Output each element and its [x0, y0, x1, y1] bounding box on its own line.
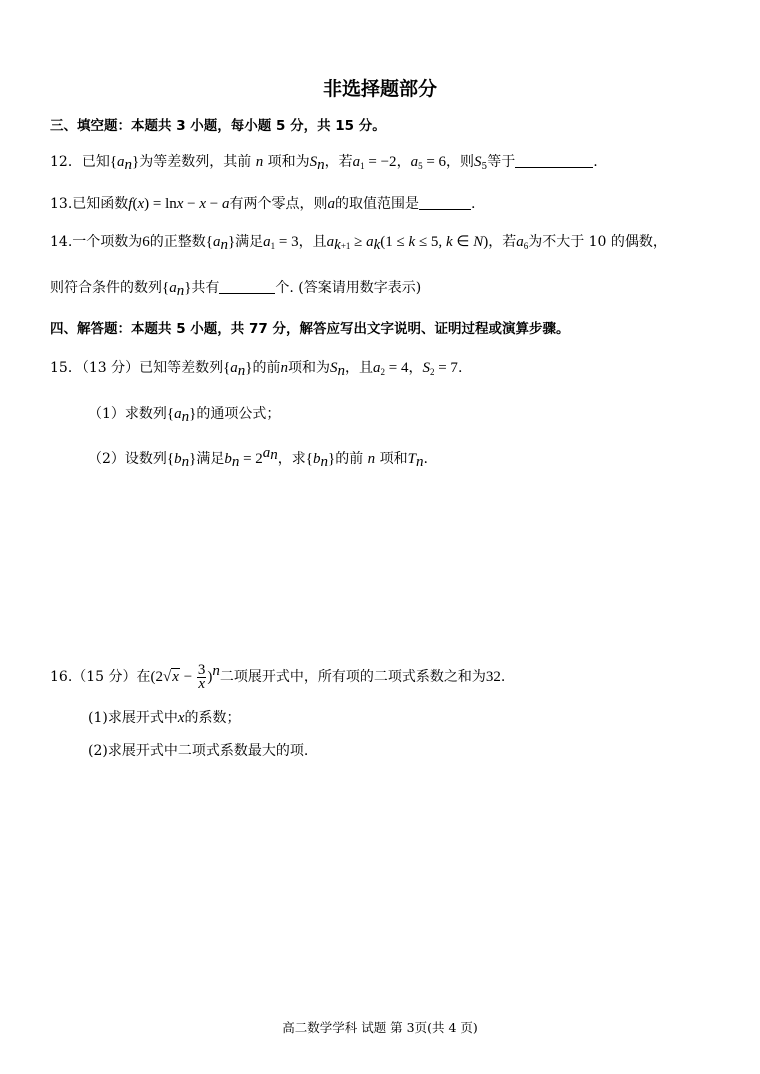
score: （13 分） [81, 360, 140, 376]
formula: S [309, 154, 318, 170]
formula: $\{a_n\}$ [162, 280, 192, 299]
formula: $\{b_n\}$ [166, 451, 197, 470]
formula: $a_1 = 3$ [263, 234, 299, 251]
question-16: 16.（15 分）在(2√x − $\frac{3}{x}$ )$^n$二项展开式中，所有项的二项式系数之和为32. [50, 662, 506, 693]
question-13: 13.已知函数f(x) = lnx − x − a有两个零点，则a的取值范围是 . [50, 196, 476, 212]
answer-blank [219, 279, 275, 294]
formula: f(x) = lnx − x − a [128, 196, 230, 212]
formula: $\{a_n\}$ [166, 406, 197, 425]
question-15-part-2: （2）设数列$\{b_n\}$满足$b_n = 2^{a_n}$，求$\{b_n\}$的前 n 项和$T_n$. [88, 445, 428, 470]
formula: S [474, 154, 482, 170]
section-fill-in-heading: 三、填空题：本题共 3 小题，每小题 5 分，共 15 分。 [50, 118, 386, 134]
question-number: 14. [50, 234, 73, 250]
score: （15 分） [72, 669, 137, 685]
question-15-part-1: （1）求数列$\{a_n\}$的通项公式； [88, 406, 281, 425]
question-14: 14.一个项数为6的正整数$\{a_n\}$满足$a_1 = 3$，且$a_{k+1} \ge a_k(1 \le k \le 5$, k ∈ N)，若$a_6$为不大于 10 的偶数， [50, 234, 667, 253]
formula: $a_1 = -2$ [352, 154, 397, 171]
page-footer: 高二数学学科 试题 第 3页(共 4 页) [282, 1020, 478, 1035]
question-16-part-2: (2)求展开式中二项式系数最大的项. [88, 743, 309, 759]
page-title: 非选择题部分 [322, 78, 437, 100]
formula: $\{b_n\}$ [305, 451, 336, 470]
formula: $S_2 = 7$ [422, 360, 458, 377]
question-16-part-1: (1)求展开式中x的系数； [88, 710, 241, 726]
question-number: 13. [50, 196, 73, 212]
formula: $\{a_n\}$ [109, 154, 140, 173]
answer-blank [515, 153, 593, 168]
formula: T [407, 451, 416, 467]
question-14-line-2: 则符合条件的数列$\{a_n\}$共有 个. (答案请用数字表示) [50, 280, 422, 299]
question-number: 15． [50, 360, 82, 376]
question-number: 16. [50, 669, 73, 685]
formula: $a_2 = 4$ [373, 360, 409, 377]
formula: S [330, 360, 338, 376]
question-15: 15．（13 分）已知等差数列$\{a_n\}$的前n项和为$S_n$，且$a_2 = 4$，$S_2 = 7$. [50, 360, 463, 379]
formula: $\{a_n\}$ [223, 360, 253, 379]
formula: $\{a_n\}$ [205, 234, 236, 253]
answer-blank [419, 195, 471, 210]
question-12: 12．已知$\{a_n\}$为等差数列，其前 n 项和为$S_n$，若$a_1 = -2$，$a_5 = 6$，则$S_5$等于 . [50, 154, 598, 173]
formula: $b_n = 2^{a_n}$ [224, 445, 278, 470]
section-solve-heading: 四、解答题：本题共 5 小题，共 77 分，解答应写出文字说明、证明过程或演算步骤。 [50, 321, 570, 337]
formula: (2√x − $\frac{3}{x}$ )$^n$ [150, 662, 220, 693]
formula: $a_6$ [516, 234, 529, 251]
formula: $a_5 = 6$ [410, 154, 447, 171]
formula: $a_{k+1} \ge a_k(1 \le k \le 5$, k ∈ N) [326, 234, 489, 253]
question-number: 12． [50, 154, 82, 170]
